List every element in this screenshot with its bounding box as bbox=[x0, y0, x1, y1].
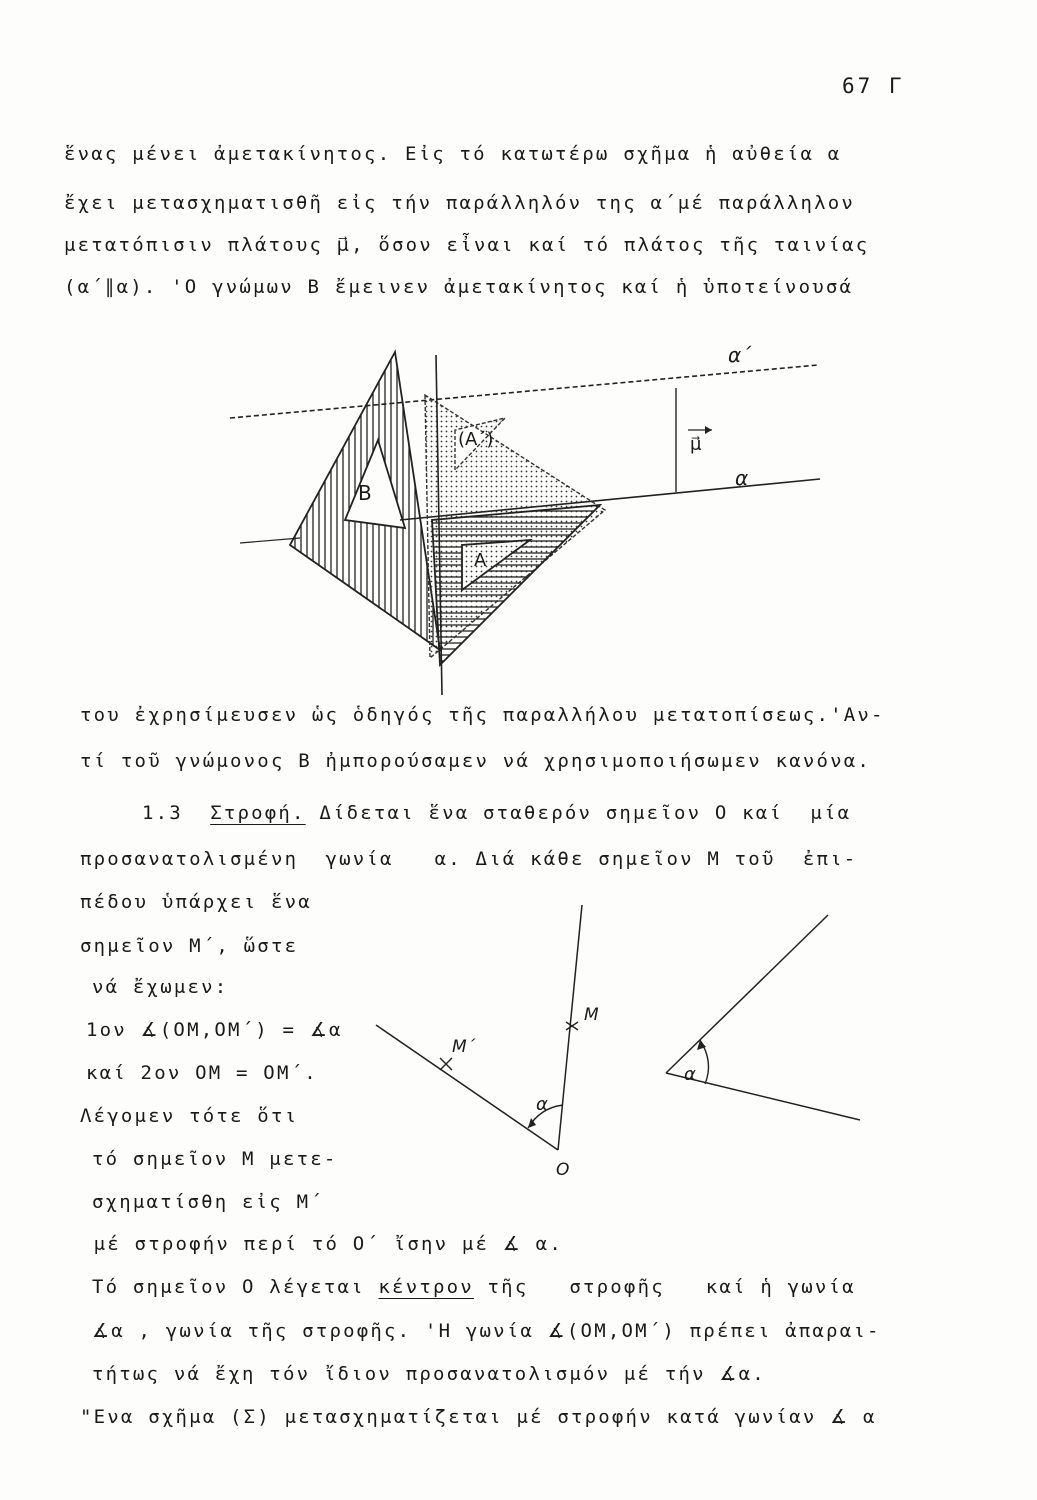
section-title: Στροφή. bbox=[210, 802, 306, 824]
label-alpha-2: α bbox=[684, 1064, 696, 1085]
section-number: 1.3 bbox=[142, 802, 183, 824]
text-line: τί τοῦ γνώμονος Β ἠμπορούσαμεν νά χρησιμοποιήσωμεν κανόνα. bbox=[80, 750, 872, 772]
text-line: τήτως νά ἔχη τόν ἴδιον προσανατολισμόν μέ τήν ∡α. bbox=[92, 1363, 766, 1385]
label-A-prime: (A΄) bbox=[458, 429, 494, 450]
text-line: ἔχει μετασχηματισθῆ εἰς τήν παράλληλόν της α΄μέ παράλληλον bbox=[64, 192, 856, 214]
text-line bbox=[92, 1275, 856, 1299]
text-line: τό σημεῖον Μ μετε- bbox=[92, 1148, 338, 1170]
section-line1: Δίδεται ἕνα σταθερόν σημεῖον Ο καί μία bbox=[319, 802, 852, 824]
text-line: νά ἔχωμεν: bbox=[92, 976, 229, 998]
label-O: O bbox=[556, 1160, 570, 1180]
text-line: σημεῖον Μ΄, ὥστε bbox=[80, 935, 299, 957]
label-a: α bbox=[735, 466, 749, 490]
text-line: σχηματίσθη εἰς Μ΄ bbox=[92, 1191, 324, 1213]
text-line: πέδου ὑπάρχει ἕνα bbox=[80, 891, 312, 913]
line-pre: Τό σημεῖον Ο λέγεται bbox=[92, 1276, 379, 1298]
text-line: προσανατολισμένη γωνία α. Διά κάθε σημεῖον Μ τοῦ ἐπι- bbox=[80, 848, 858, 870]
text-line: "Ενα σχῆμα (Σ) μετασχηματίζεται μέ στροφήν κατά γωνίαν ∡ α bbox=[80, 1406, 877, 1428]
label-A: A bbox=[474, 550, 487, 571]
angle-side-upper bbox=[666, 915, 828, 1073]
line-post: τῆς στροφῆς καί ἡ γωνία bbox=[473, 1276, 856, 1298]
text-line: ∡α , γωνία τῆς στροφῆς. 'Η γωνία ∡(ΟΜ,ΟΜ΄) πρέπει ἀπαραι- bbox=[92, 1320, 881, 1342]
label-a-prime: α΄ bbox=[728, 343, 752, 367]
text-line: καί 2ον ΟΜ = ΟΜ΄. bbox=[86, 1062, 318, 1084]
label-M: M bbox=[584, 1005, 599, 1025]
label-B: B bbox=[358, 481, 372, 505]
text-line: ἕνας μένει ἀμετακίνητος. Εἰς τό κατωτέρω σχῆμα ἡ αὐθεία α bbox=[64, 143, 842, 165]
text-line: Λέγομεν τότε ὅτι bbox=[80, 1105, 299, 1127]
text-line: μετατόπισιν πλάτους μ⃗, ὅσον εἶναι καί τό πλάτος τῆς ταινίας bbox=[64, 234, 870, 256]
text-line: 1ον ∡(ΟΜ,ΟΜ΄) = ∡α bbox=[86, 1019, 343, 1041]
term-kentron: κέντρον bbox=[378, 1276, 474, 1298]
text-line: μέ στροφήν περί τό Ο΄ ἴσην μέ ∡ α. bbox=[80, 1233, 563, 1255]
label-u: μ⃗ bbox=[690, 434, 702, 455]
label-alpha: α bbox=[536, 1094, 548, 1115]
text-line: του ἐχρησίμευσεν ὡς ὁδηγός τῆς παραλλήλου μετατοπίσεως.'Αν- bbox=[80, 704, 885, 726]
text-line: (α΄∥α). 'Ο γνώμων Β ἔμεινεν ἀμετακίνητος καί ἡ ὑποτείνουσά bbox=[64, 276, 854, 298]
page-number: 67 Γ bbox=[842, 74, 905, 98]
label-M-prime: M΄ bbox=[452, 1037, 476, 1057]
